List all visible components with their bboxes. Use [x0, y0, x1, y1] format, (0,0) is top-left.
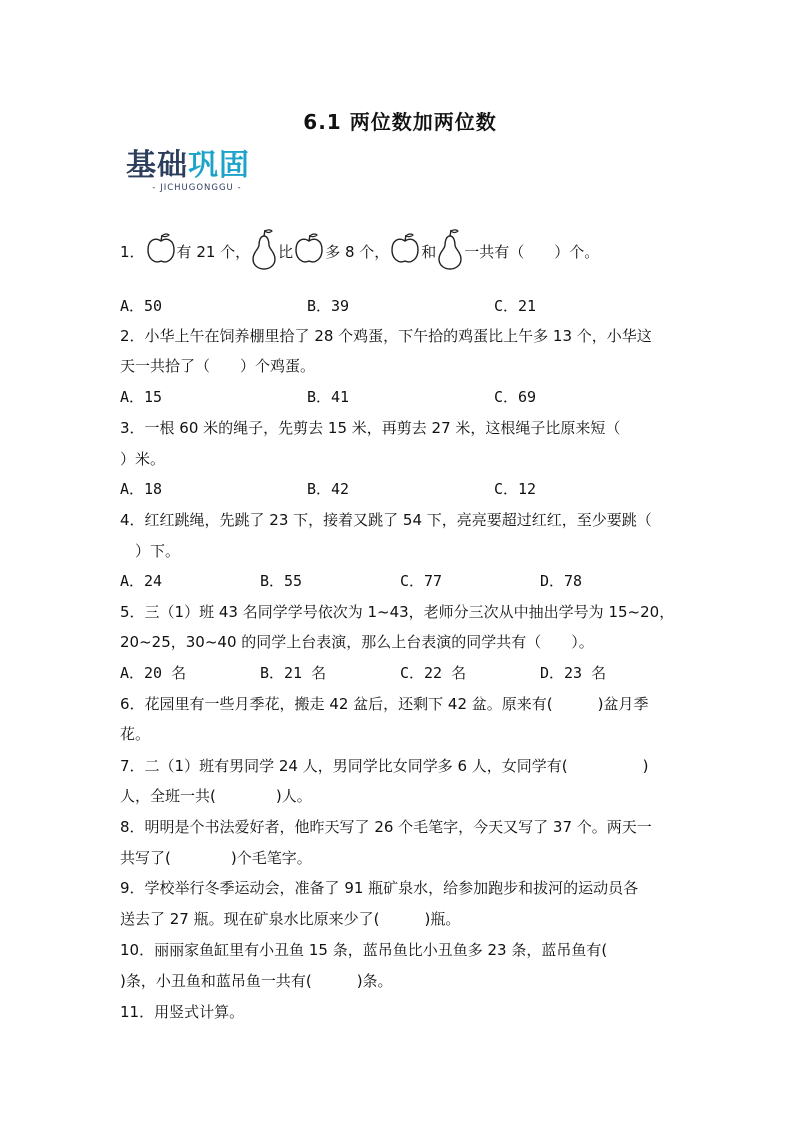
option-b[interactable]: B．41 — [307, 388, 350, 406]
apple-icon — [146, 231, 176, 271]
option-b[interactable]: B．39 — [307, 297, 350, 315]
question-3-line-1: 3．一根 60 米的绳子，先剪去 15 米，再剪去 27 米，这根绳子比原来短（ — [120, 419, 621, 437]
option-b[interactable]: B．21 名 — [260, 664, 327, 682]
question-4-line-1: 4．红红跳绳，先跳了 23 下，接着又跳了 54 下，亮亮要超过红红，至少要跳（ — [120, 511, 652, 529]
question-1 — [120, 228, 599, 274]
question-2-line-2: 天一共拾了（ ）个鸡蛋。 — [120, 357, 316, 375]
option-c[interactable]: C．12 — [494, 480, 537, 498]
question-8-line-1: 8．明明是个书法爱好者，他昨天写了 26 个毛笔字，今天又写了 37 个。两天一 — [120, 818, 652, 836]
question-10-line-2: )条，小丑鱼和蓝吊鱼一共有( )条。 — [120, 972, 393, 990]
option-a[interactable]: A．20 名 — [120, 664, 187, 682]
option-c[interactable]: C．21 — [494, 297, 537, 315]
pear-icon — [251, 228, 277, 274]
apple-icon — [294, 231, 324, 271]
question-9-line-2: 送去了 27 瓶。现在矿泉水比原来少了( )瓶。 — [120, 910, 461, 928]
option-b[interactable]: B．55 — [260, 572, 303, 590]
option-b[interactable]: B．42 — [307, 480, 350, 498]
option-d[interactable]: D．78 — [540, 572, 583, 590]
badge-subtitle: - JICHUGONGGU - — [152, 183, 242, 193]
question-number: 1． — [120, 242, 145, 261]
question-5-line-1: 5．三（1）班 43 名同学学号依次为 1~43，老师分三次从中抽出学号为 15~20， — [120, 603, 675, 621]
q1-text-3: 多 8 个， — [325, 242, 390, 261]
question-6-line-2: 花。 — [120, 725, 151, 743]
question-9-line-1: 9．学校举行冬季运动会，准备了 91 瓶矿泉水，给参加跑步和拔河的运动员各 — [120, 879, 639, 897]
question-8-line-2: 共写了( )个毛笔字。 — [120, 849, 312, 867]
option-c[interactable]: C．77 — [400, 572, 443, 590]
option-a[interactable]: A．24 — [120, 572, 163, 590]
question-5-line-2: 20~25，30~40 的同学上台表演，那么上台表演的同学共有（ ）。 — [120, 633, 594, 651]
option-d[interactable]: D．23 名 — [540, 664, 607, 682]
question-7-line-2: 人，全班一共( )人。 — [120, 787, 312, 805]
question-10-line-1: 10．丽丽家鱼缸里有小丑鱼 15 条，蓝吊鱼比小丑鱼多 23 条，蓝吊鱼有( — [120, 941, 608, 959]
q1-text-2: 比 — [278, 242, 294, 261]
q1-text-1: 有 21 个， — [176, 242, 251, 261]
badge-title: 基础巩固 — [126, 148, 250, 183]
apple-icon — [390, 231, 420, 271]
q1-text-4: 和 — [421, 242, 437, 261]
question-4-line-2: ）下。 — [120, 542, 181, 560]
option-a[interactable]: A．50 — [120, 297, 163, 315]
option-c[interactable]: C．22 名 — [400, 664, 467, 682]
pear-icon — [437, 228, 463, 274]
option-a[interactable]: A．15 — [120, 388, 163, 406]
page-title: 6.1 两位数加两位数 — [303, 110, 497, 134]
section-badge — [126, 150, 268, 196]
question-2-line-1: 2．小华上午在饲养棚里拾了 28 个鸡蛋，下午拾的鸡蛋比上午多 13 个，小华这 — [120, 327, 652, 345]
question-11-line-1: 11．用竖式计算。 — [120, 1003, 245, 1021]
option-c[interactable]: C．69 — [494, 388, 537, 406]
q1-text-5: 一共有（ ）个。 — [464, 242, 600, 261]
question-7-line-1: 7．二（1）班有男同学 24 人，男同学比女同学多 6 人，女同学有( ) — [120, 757, 649, 775]
question-3-line-2: ）米。 — [120, 450, 166, 468]
option-a[interactable]: A．18 — [120, 480, 163, 498]
question-6-line-1: 6．花园里有一些月季花，搬走 42 盆后，还剩下 42 盆。原来有( )盆月季 — [120, 695, 649, 713]
